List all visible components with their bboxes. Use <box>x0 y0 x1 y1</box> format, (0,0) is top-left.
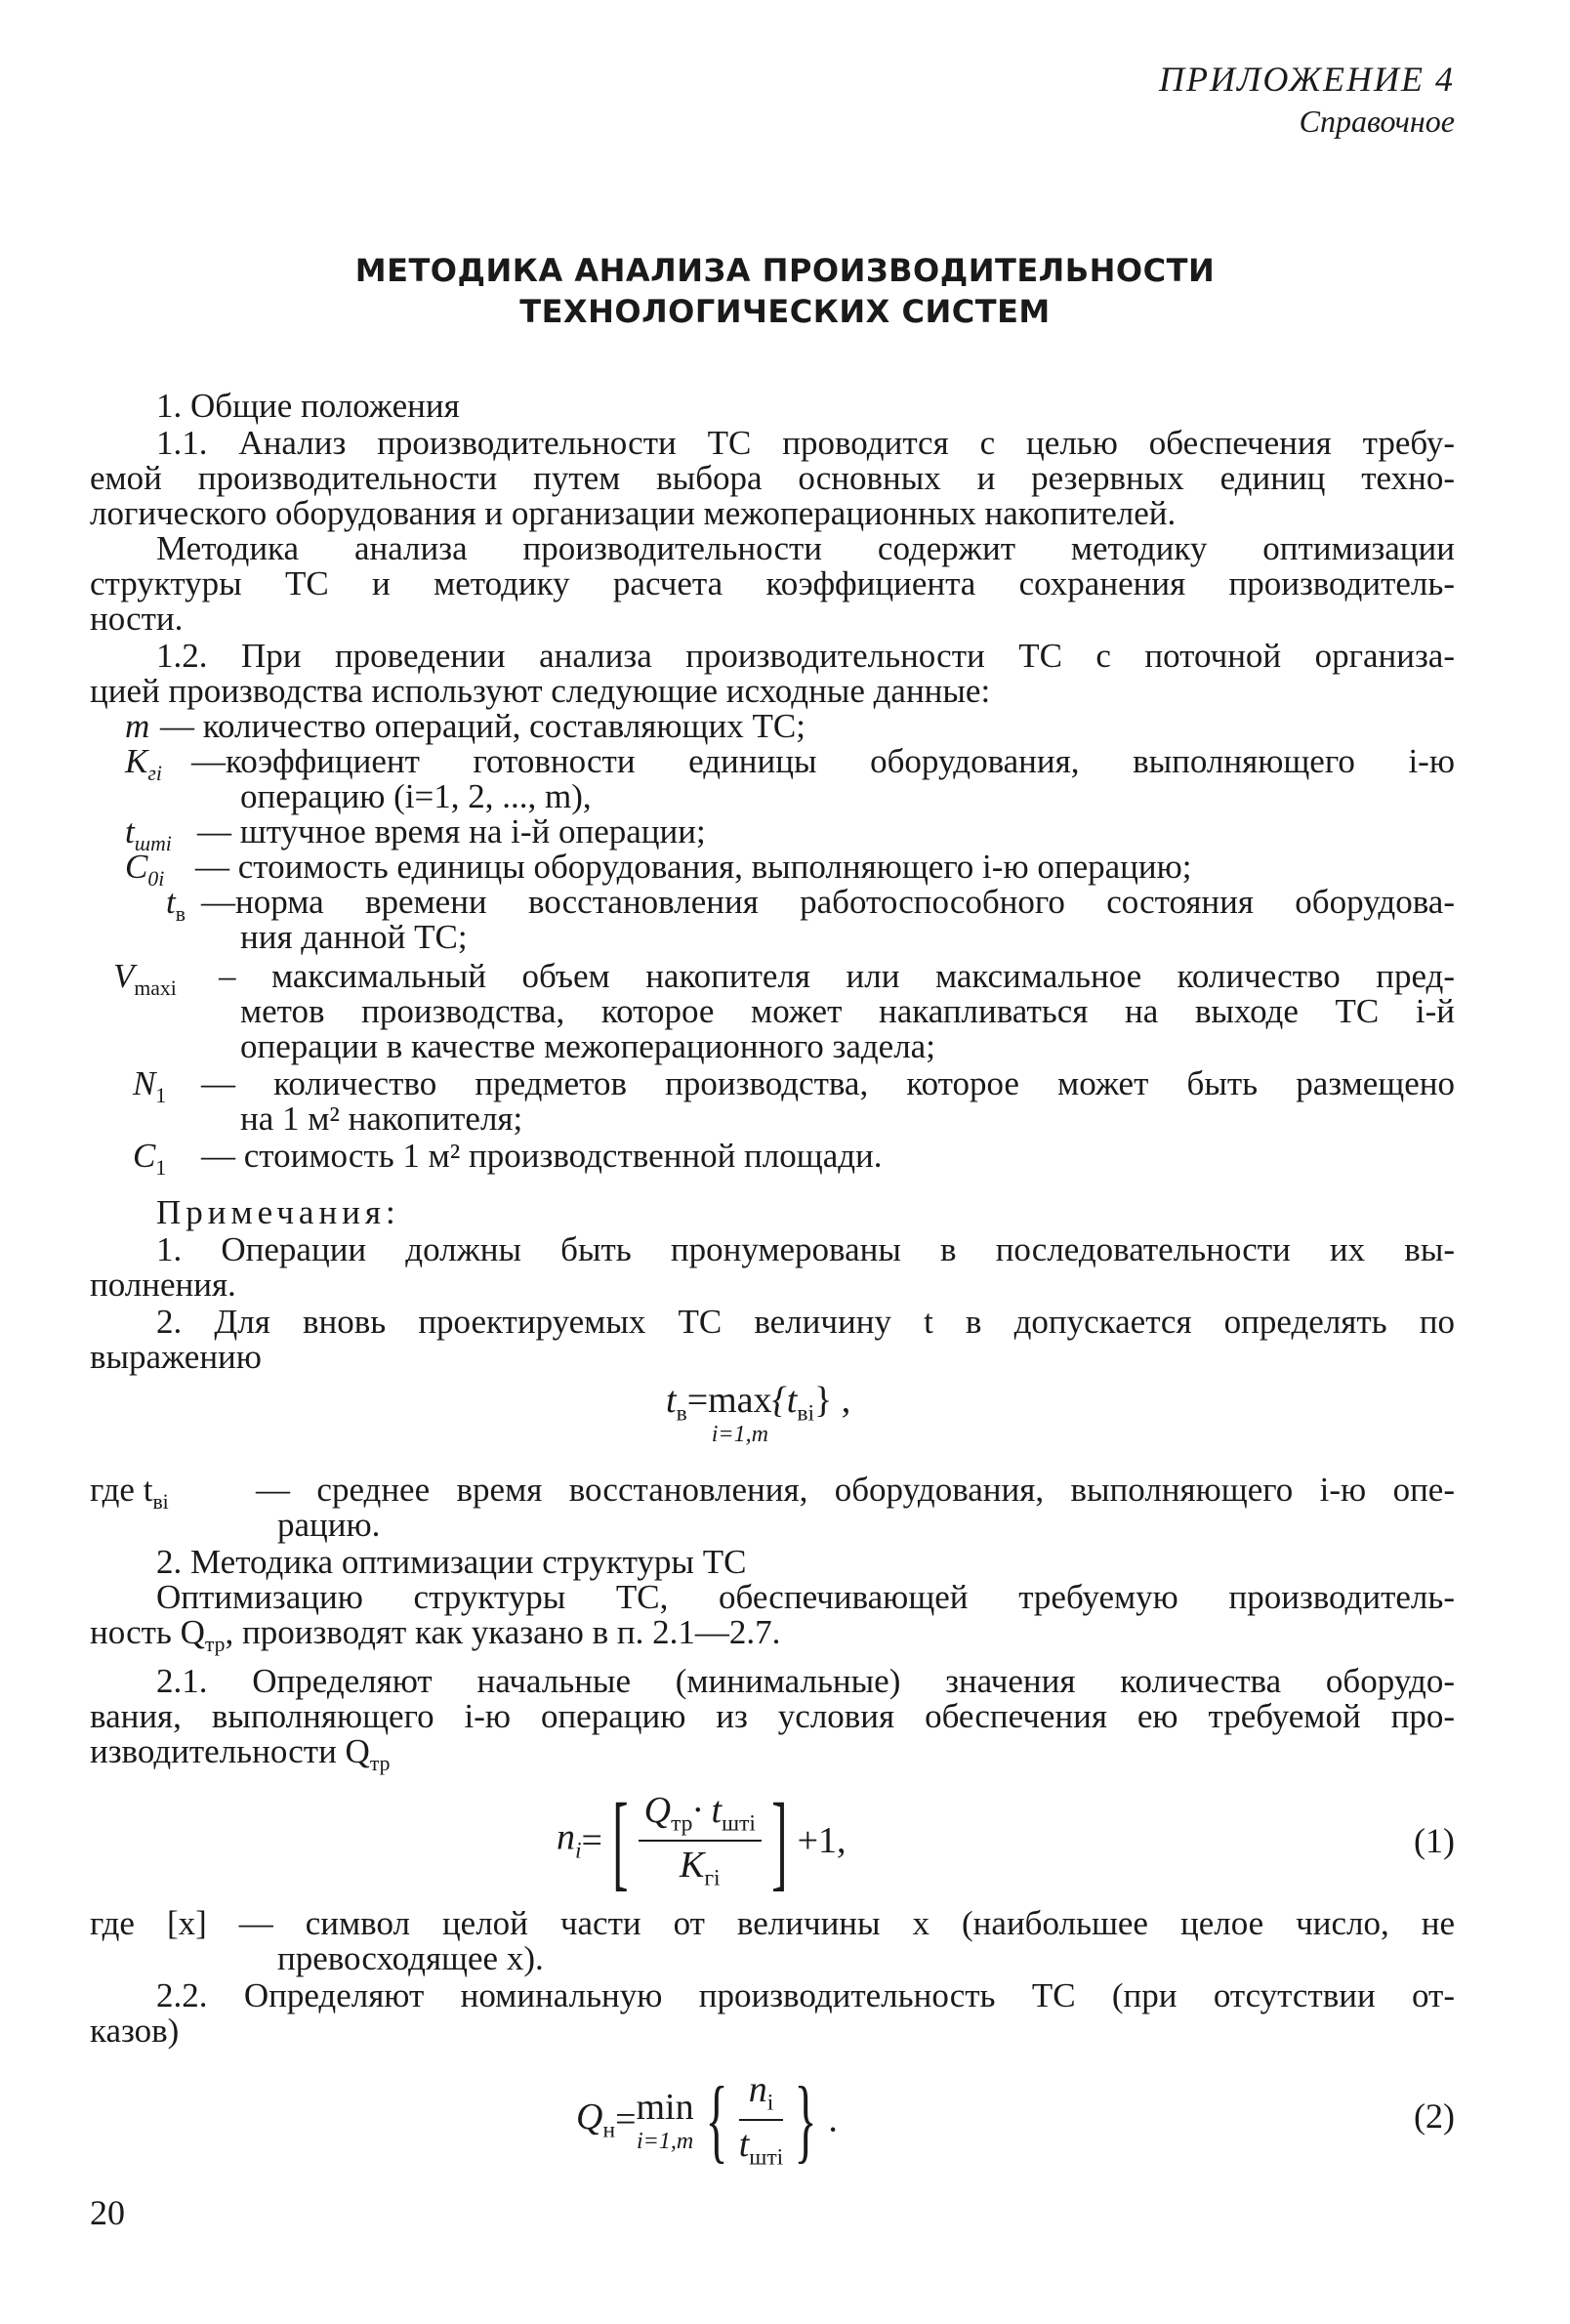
appendix-label: ПРИЛОЖЕНИЕ 4 <box>1159 60 1455 99</box>
def-n1-term: $N_1$ <box>133 1064 167 1107</box>
p11-line-3: логического оборудования и организации межоперационных накопителей. <box>90 494 1177 532</box>
title-line-1: МЕТОДИКА АНАЛИЗА ПРОИЗВОДИТЕЛЬНОСТИ <box>354 252 1216 289</box>
section2-para-line-2: ность $Q_{тр}$, производят как указано в п. 2.1—2.7. <box>90 1613 781 1656</box>
def-k-term: $K_{гi}$ <box>125 742 162 785</box>
def-c0-text: — стоимость единицы оборудования, выполняющего i-ю операцию; <box>195 848 1192 886</box>
note2-line-1: 2. Для вновь проектируемых ТС величину t в допускается определять по <box>156 1303 1455 1341</box>
section1-heading: 1. Общие положения <box>156 387 460 425</box>
def-tv-text-2: ния данной ТС; <box>240 918 468 956</box>
method-line-3: ности. <box>90 600 184 638</box>
def-n1-text-1: — количество предметов производства, которое может быть размещено <box>201 1064 1455 1102</box>
def-c0-term: $C_{0i}$ <box>125 848 165 891</box>
def-m-text: — количество операций, составляющих ТС; <box>160 707 806 745</box>
p11-line-1: 1.1. Анализ производительности ТС проводится с целью обеспечения требу- <box>156 424 1455 462</box>
def-n1-text-2: на 1 м² накопителя; <box>240 1100 523 1138</box>
section2-para-line-1: Оптимизацию структуры ТС, обеспечивающей требуемую производитель- <box>156 1578 1455 1616</box>
def-c1-term: $C_1$ <box>133 1137 167 1180</box>
appendix-subtitle: Справочное <box>1299 104 1455 139</box>
notes-heading: Примечания: <box>156 1193 400 1231</box>
p12-line-1: 1.2. При проведении анализа производительности ТС с поточной организа- <box>156 637 1455 675</box>
where-tvi-text-1: — среднее время восстановления, оборудования, выполняющего i-ю опе- <box>256 1471 1455 1509</box>
def-t-text: — штучное время на i-й операции; <box>197 812 706 851</box>
formula-tv: $t_в=\max$ i=1,m $\{t_{вi}\}$ , <box>666 1380 851 1447</box>
where-x-line-2: превосходящее x). <box>277 1939 544 1977</box>
def-v-text-1: – максимальный объем накопителя или максимальное количество пред- <box>219 957 1455 995</box>
def-v-text-2: метов производства, которое может накапливаться на выходе ТС i-й <box>240 992 1455 1030</box>
section2-heading: 2. Методика оптимизации структуры ТС <box>156 1543 747 1581</box>
def-v-text-3: операции в качестве межоперационного задела; <box>240 1027 935 1065</box>
formula-1-number: (1) <box>1414 1821 1455 1860</box>
p21-line-3: изводительности $Q_{тр}$ <box>90 1732 391 1775</box>
p21-line-1: 2.1. Определяют начальные (минимальные) значения количества оборудо- <box>156 1662 1455 1700</box>
p21-line-2: вания, выполняющего i-ю операцию из условия обеспечения ею требуемой про- <box>90 1697 1455 1735</box>
p22-line-2: казов) <box>90 2012 180 2050</box>
method-line-2: структуры ТС и методику расчета коэффициента сохранения производитель- <box>90 564 1455 602</box>
def-m-term: m <box>125 707 150 745</box>
method-line-1: Методика анализа производительности содержит методику оптимизации <box>156 529 1455 567</box>
formula-2: $Q_н=\min$ i=1,m { $\frac{n_i}{t_{штi}}$ } . <box>576 2066 838 2172</box>
def-k-text-2: операцию (i=1, 2, ..., m), <box>240 777 592 815</box>
p12-line-2: цией производства используют следующие исходные данные: <box>90 672 991 710</box>
p22-line-1: 2.2. Определяют номинальную производительность ТС (при отсутствии от- <box>156 1976 1455 2014</box>
where-tvi-term: где $t_{вi}$ <box>90 1471 169 1514</box>
note1-line-1: 1. Операции должны быть пронумерованы в последовательности их вы- <box>156 1230 1455 1268</box>
p11-line-2: емой производительности путем выбора основных и резервных единиц техно- <box>90 459 1455 497</box>
note2-line-2: выражению <box>90 1338 262 1376</box>
where-tvi-text-2: рацию. <box>277 1506 381 1544</box>
page-number: 20 <box>90 2193 125 2232</box>
def-tv-text-1: —норма времени восстановления работоспособного состояния оборудова- <box>201 883 1455 921</box>
formula-1: $n_i=$[ $\frac{Q_{тр}\cdot t_{штi}}{K_{гi}}$ ] +1, <box>557 1781 847 1900</box>
note1-line-2: полнения. <box>90 1266 236 1304</box>
title-line-2: ТЕХНОЛОГИЧЕСКИХ СИСТЕМ <box>519 293 1051 330</box>
def-t-term: $t_{штi}$ <box>125 812 172 855</box>
where-x-line-1: где [x] — символ целой части от величины x (наибольшее целое число, не <box>90 1904 1455 1942</box>
formula-2-number: (2) <box>1414 2096 1455 2136</box>
def-v-term: $V_{maxi}$ <box>113 957 177 1000</box>
def-k-text-1: —коэффициент готовности единицы оборудования, выполняющего i-ю <box>191 742 1455 780</box>
def-tv-term: $t_в$ <box>166 883 186 926</box>
def-c1-text: — стоимость 1 м² производственной площади. <box>201 1137 883 1175</box>
